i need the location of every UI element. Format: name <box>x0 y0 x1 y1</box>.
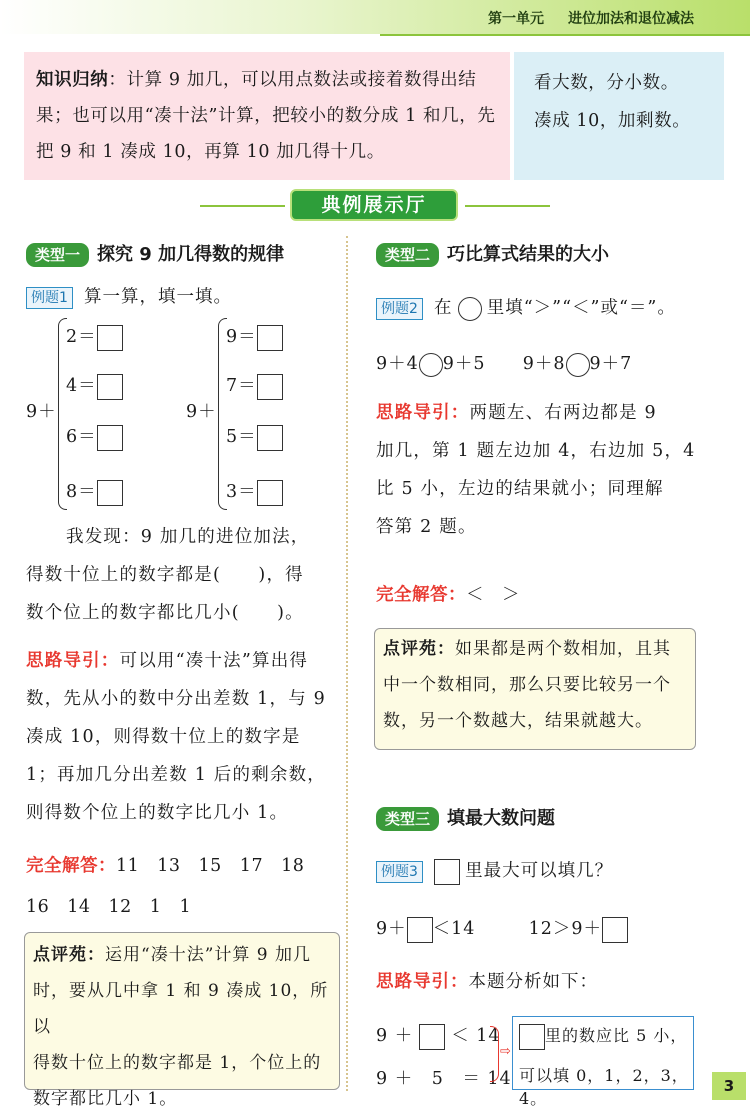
header-text <box>488 8 694 28</box>
example2-line <box>376 294 676 321</box>
knowledge-line-3: 把 9 和 1 凑成 10，再算 10 加几得十几。 <box>36 142 385 162</box>
group1-expr-4: 8＝ <box>66 482 97 502</box>
guide1-line-5: 则得数个位上的数字比几小 1。 <box>26 803 289 823</box>
comment2-line-3: 数，另一个数越大，结果就越大。 <box>383 711 653 731</box>
analysis-b: 9 ＋ 5 ＝ 14 <box>376 1069 512 1089</box>
inequalities <box>376 915 628 943</box>
example1-text: 算一算，填一填。 <box>84 287 233 307</box>
guide3-text: 本题分析如下： <box>468 972 598 992</box>
group2-row-3 <box>226 423 283 451</box>
group2-expr-3: 5＝ <box>226 427 257 447</box>
answer2-line <box>376 581 520 606</box>
comment1-label: 点评苑： <box>33 945 105 965</box>
answer-box[interactable] <box>257 374 283 400</box>
comment1-line-1: 运用“凑十法”计算 9 加几 <box>105 945 312 965</box>
group1-row-4 <box>66 478 123 506</box>
analysis-brace <box>490 1026 499 1082</box>
example2-text-a: 在 <box>434 298 453 318</box>
guide1-label: 思路导引： <box>26 651 120 671</box>
type2-tag: 类型二 <box>376 243 439 267</box>
answer-box[interactable] <box>602 917 628 943</box>
answer-box[interactable] <box>97 480 123 506</box>
guide1-line-4: 1；再加几分出差数 1 后的剩余数， <box>26 765 326 785</box>
discover-line-2: 得数十位上的数字都是( )，得 <box>26 565 304 585</box>
type1-heading <box>26 240 284 267</box>
group2-row-2 <box>226 372 283 400</box>
answer-box[interactable] <box>97 425 123 451</box>
guide1-line-2: 数，先从小的数中分出差数 1，与 9 <box>26 689 326 709</box>
note-line-1: 里的数应比 5 小， <box>545 1026 688 1045</box>
example2-text-b: 里填“＞”“＜”或“＝”。 <box>486 298 676 318</box>
guide3-line <box>376 968 598 993</box>
example1-line <box>26 283 232 309</box>
analysis-row-1 <box>376 1022 501 1050</box>
group1-base: 9＋ <box>26 402 57 422</box>
guide2-label: 思路导引： <box>376 403 470 423</box>
tip-line-1: 看大数，分小数。 <box>534 73 679 93</box>
answer2-values: ＜ ＞ <box>466 585 520 605</box>
guide1-paragraph <box>26 642 348 832</box>
guide2-line-2: 加几，第 1 题左边加 4，右边加 5，4 <box>376 441 696 461</box>
note-line-2: 可以填 0，1，2，3，4。 <box>519 1066 689 1108</box>
compare-circle[interactable] <box>566 353 590 377</box>
example3-text: 里最大可以填几？ <box>465 861 614 881</box>
answer1-label: 完全解答： <box>26 856 116 876</box>
answer-box[interactable] <box>407 917 433 943</box>
group1-expr-2: 4＝ <box>66 376 97 396</box>
group1-row-2 <box>66 372 123 400</box>
type3-title: 填最大数问题 <box>447 808 556 829</box>
eq1-right: 9＋5 <box>442 354 486 374</box>
guide2-line-3: 比 5 小，左边的结果就小；同理解 <box>376 479 664 499</box>
knowledge-line-2: 果；也可以用“凑十法”计算，把较小的数分成 1 和几，先 <box>36 106 496 126</box>
answer-box[interactable] <box>257 480 283 506</box>
banner-line-right <box>465 205 550 207</box>
guide1-line-3: 凑成 10，则得数十位上的数字是 <box>26 727 301 747</box>
eq1-left: 9＋4 <box>376 354 419 374</box>
group2-expr-2: 7＝ <box>226 376 257 396</box>
compare-circle[interactable] <box>458 297 482 321</box>
eq2-left: 9＋8 <box>522 354 566 374</box>
arrow-right-icon: ⇨ <box>500 1044 511 1059</box>
banner-line-left <box>200 205 285 207</box>
header-unit: 第一单元 <box>488 11 544 27</box>
type1-tag: 类型一 <box>26 243 89 267</box>
type3-heading <box>376 804 555 831</box>
guide2-line-1: 两题左、右两边都是 9 <box>469 403 657 423</box>
answer-box[interactable] <box>434 859 460 885</box>
tip-line-2: 凑成 10，加剩数。 <box>534 111 691 131</box>
group2-expr-1: 9＝ <box>226 327 257 347</box>
compare-circle[interactable] <box>419 353 443 377</box>
comment1-line-2: 时，要从几中拿 1 和 9 凑成 10，所以 <box>33 981 329 1037</box>
comment2-line-1: 如果都是两个数相加，且其 <box>455 639 671 659</box>
answer-box[interactable] <box>97 325 123 351</box>
answer-box[interactable] <box>97 374 123 400</box>
knowledge-label: 知识归纳 <box>36 70 109 90</box>
group1-row-1 <box>66 323 123 351</box>
guide2-line-4: 答第 2 题。 <box>376 517 477 537</box>
answer-box[interactable] <box>419 1024 445 1050</box>
discover-line-1: 我发现：9 加几的进位加法， <box>66 527 310 547</box>
ineq-a-right: ＜14 <box>432 919 476 939</box>
guide3-label: 思路导引： <box>376 972 469 992</box>
answer-box <box>519 1024 545 1050</box>
comment1-line-4: 数字都比几小 1。 <box>33 1089 178 1109</box>
comment1-box <box>24 932 340 1109</box>
type2-title: 巧比算式结果的大小 <box>447 244 610 265</box>
example3-line <box>376 857 613 885</box>
answer-box[interactable] <box>257 325 283 351</box>
comment2-box <box>374 628 696 750</box>
type2-heading <box>376 240 609 267</box>
group1-row-3 <box>66 423 123 451</box>
comment2-label: 点评苑： <box>383 639 455 659</box>
analysis-note-box <box>512 1016 694 1108</box>
group2-row-1 <box>226 323 283 351</box>
banner-title: 典例展示厅 <box>290 189 458 221</box>
header-underline <box>380 34 750 36</box>
guide2-paragraph <box>376 394 696 546</box>
group2-row-4 <box>226 478 283 506</box>
compare-equations <box>376 350 632 377</box>
comment2-line-2: 中一个数相同，那么只要比较另一个 <box>383 675 671 695</box>
example2-tag: 例题2 <box>376 298 423 320</box>
page-number: 3 <box>712 1072 746 1100</box>
answer1-values-2: 16 14 12 1 1 <box>26 897 192 917</box>
knowledge-line-1: ：计算 9 加几，可以用点数法或接着数得出结 <box>108 70 477 90</box>
section-banner <box>200 186 550 226</box>
discover-paragraph <box>26 518 346 632</box>
type1-title: 探究 9 加几得数的规律 <box>97 244 285 265</box>
mnemonic-tip-box <box>514 52 724 180</box>
comment1-line-3: 得数十位上的数字都是 1，个位上的 <box>33 1053 322 1073</box>
analysis-a-right: ＜ 14 <box>451 1026 501 1046</box>
example1-tag: 例题1 <box>26 287 73 309</box>
answer-box[interactable] <box>257 425 283 451</box>
ineq-b-left: 12＞9＋ <box>528 919 602 939</box>
guide1-line-1: 可以用“凑十法”算出得 <box>119 651 309 671</box>
discover-line-3: 数个位上的数字都比几小( )。 <box>26 603 304 623</box>
answer2-label: 完全解答： <box>376 585 466 605</box>
answer1-values-1: 11 13 15 17 18 <box>116 856 305 876</box>
analysis-a-left: 9 ＋ <box>376 1026 414 1046</box>
eq2-right: 9＋7 <box>589 354 633 374</box>
group1-expr-3: 6＝ <box>66 427 97 447</box>
type3-tag: 类型三 <box>376 807 439 831</box>
example3-tag: 例题3 <box>376 861 423 883</box>
group2-base: 9＋ <box>186 402 217 422</box>
group2-expr-4: 3＝ <box>226 482 257 502</box>
knowledge-summary-box <box>24 52 510 180</box>
header-topic: 进位加法和退位减法 <box>568 11 694 27</box>
ineq-a-left: 9＋ <box>376 919 407 939</box>
group1-expr-1: 2＝ <box>66 327 97 347</box>
answer1-line-1 <box>26 852 304 877</box>
